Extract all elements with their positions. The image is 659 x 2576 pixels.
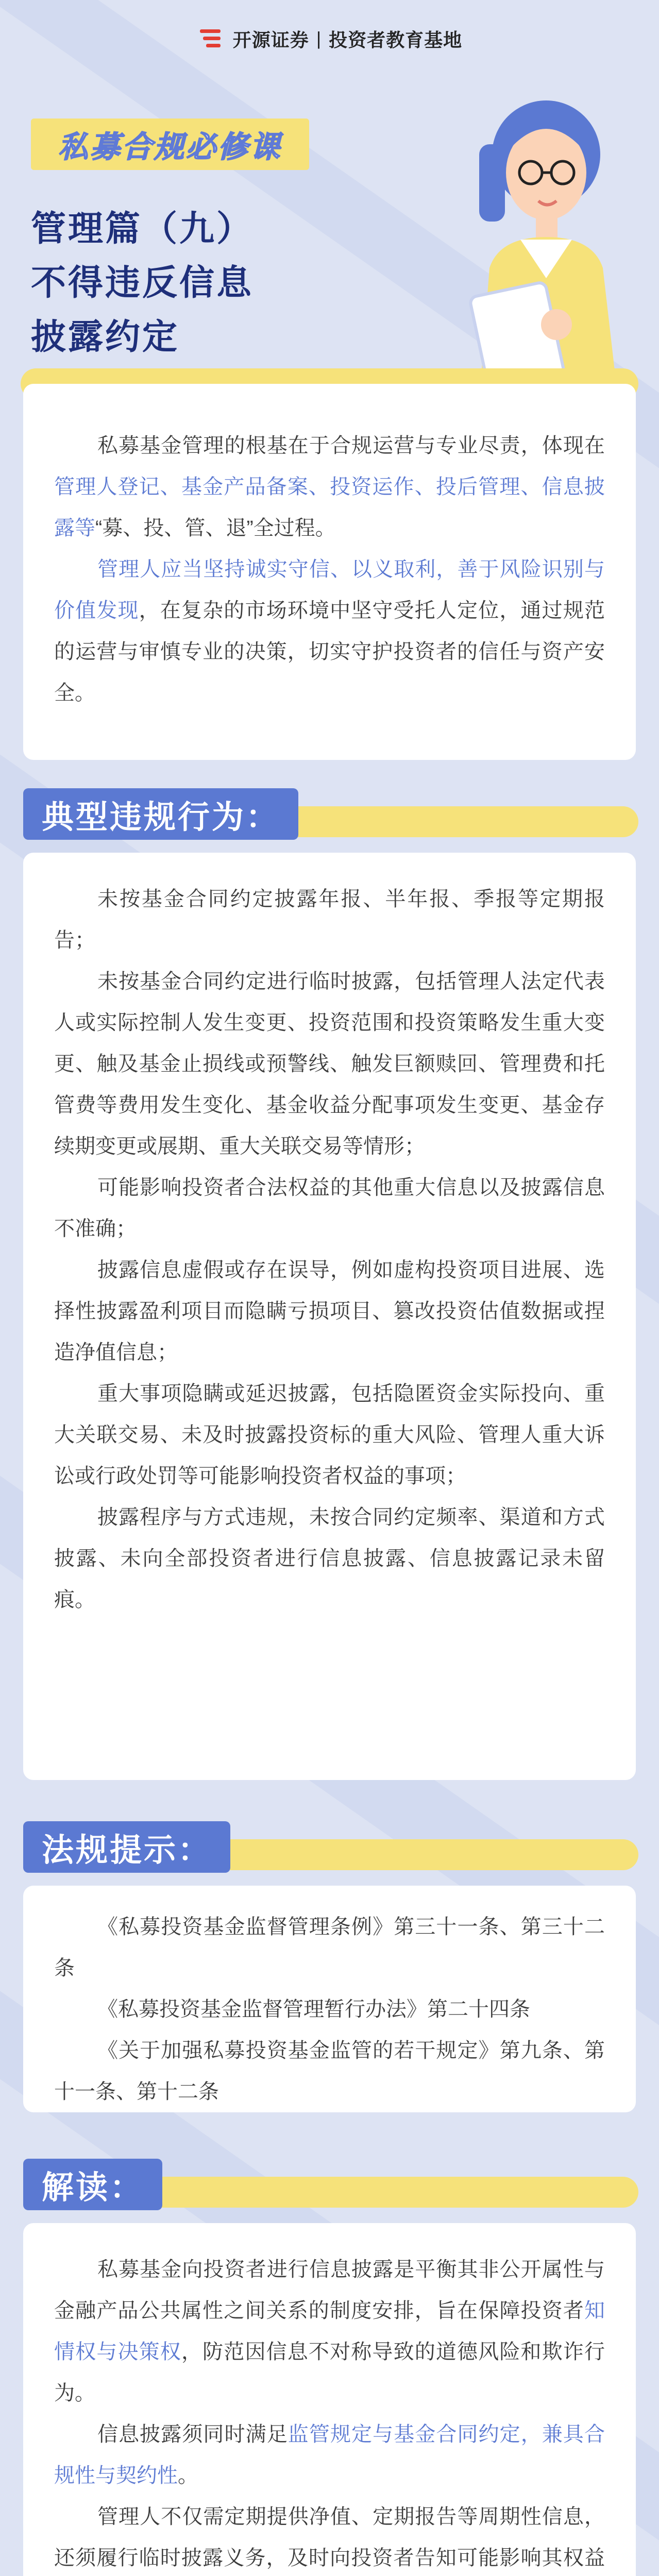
course-tag (31, 118, 309, 170)
course-tag-label: 私募合规必修课 (58, 130, 282, 164)
intro-paragraph-1 (54, 425, 605, 549)
interpretation-text: ，防范因信息不对称导致的道德风险和欺诈行为。 (54, 2341, 605, 2404)
violation-item: 披露程序与方式违规，未按合同约定频率、渠道和方式披露、未向全部投资者进行信息披露、信息披露记录未留痕。 (54, 1506, 605, 1611)
interpretation-paragraph-2 (54, 2414, 605, 2496)
intro-text: 私募基金管理的根基在于合规运营与专业尽责，体现在 (97, 434, 605, 457)
laws-title-text: 法规提示： (42, 1832, 212, 1868)
interpretation-text: 私募基金向投资者进行信息披露是平衡其非公开属性与金融产品公共属性之间关系的制度安排，旨在保障投资者 (54, 2258, 605, 2322)
interpretation-section-title (23, 2159, 162, 2210)
interpretation-paragraph-1 (54, 2249, 605, 2414)
brand-name: 开源证券 (232, 29, 309, 50)
header-logo-bar (0, 15, 659, 62)
brand-logo-icon (197, 24, 226, 53)
header-divider: | (316, 28, 322, 49)
interpretation-text: 信息披露须同时满足 (97, 2423, 288, 2446)
violation-item: 可能影响投资者合法权益的其他重大信息以及披露信息不准确； (54, 1176, 605, 1240)
page-title-line-1: 管理篇（九） (31, 209, 254, 248)
intro-highlight: 管理人应当坚持诚实守信、以义取利，善于风险识别与价值发现 (54, 558, 605, 622)
intro-text: “募、投、管、退”全过程。 (95, 517, 336, 539)
interpretation-title-text: 解读： (42, 2170, 144, 2206)
law-item: 《私募投资基金监督管理条例》第三十一条、第三十二条 (54, 1916, 605, 1979)
brand-tagline: 投资者教育基地 (329, 29, 463, 50)
laws-section-title (23, 1821, 230, 1873)
interpretation-card (23, 2223, 636, 2576)
interpretation-paragraph-3: 管理人不仅需定期提供净值、定期报告等周期性信息，还须履行临时披露义务，及时向投资者告知可能影响其权益 (54, 2505, 605, 2569)
violation-item: 重大事项隐瞒或延迟披露，包括隐匿资金实际投向、重大关联交易、未及时披露投资标的重大风险、管理人重大诉讼或行政处罚等可能影响投资者权益的事项； (54, 1382, 605, 1487)
violation-item: 未按基金合同约定进行临时披露，包括管理人法定代表人或实际控制人发生变更、投资范围和投资策略发生重大变更、触及基金止损线或预警线、触发巨额赎回、管理费和托管费等费用发生变化、基金收益分配事项发生变更、基金存续期变更或展期、重大关联交易等情形； (54, 970, 605, 1158)
laws-card (23, 1886, 636, 2112)
page-title-line-2: 不得违反信息 (31, 263, 254, 302)
violations-card (23, 853, 636, 1780)
violations-title-text: 典型违规行为： (42, 799, 280, 835)
violations-section-title (23, 788, 298, 840)
violation-item: 未按基金合同约定披露年报、半年报、季报等定期报告； (54, 888, 605, 952)
intro-highlight: 管理人登记、基金产品备案、投资运作、投后管理、信息披露等 (54, 476, 605, 539)
interpretation-highlight: 知情权与决策权 (54, 2299, 605, 2363)
interpretation-highlight: 监管规定与基金合同约定，兼具合规性与契约性 (54, 2423, 605, 2487)
violation-item: 披露信息虚假或存在误导，例如虚构投资项目进展、选择性披露盈利项目而隐瞒亏损项目、篡改投资估值数据或捏造净值信息； (54, 1259, 605, 1364)
interpretation-band (113, 2177, 638, 2208)
page-title-line-3: 披露约定 (31, 317, 180, 357)
intro-paragraph-2 (54, 549, 605, 714)
teacher-illustration (448, 82, 634, 402)
intro-text: ，在复杂的市场环境中坚守受托人定位，通过规范的运营与审慎专业的决策，切实守护投资者的信任与资产安全。 (54, 599, 605, 704)
intro-card (23, 384, 636, 760)
law-item: 《关于加强私募投资基金监管的若干规定》第九条、第十一条、第十二条 (54, 2039, 605, 2103)
interpretation-text: 。 (178, 2464, 198, 2487)
law-item: 《私募投资基金监督管理暂行办法》第二十四条 (97, 1998, 530, 2021)
